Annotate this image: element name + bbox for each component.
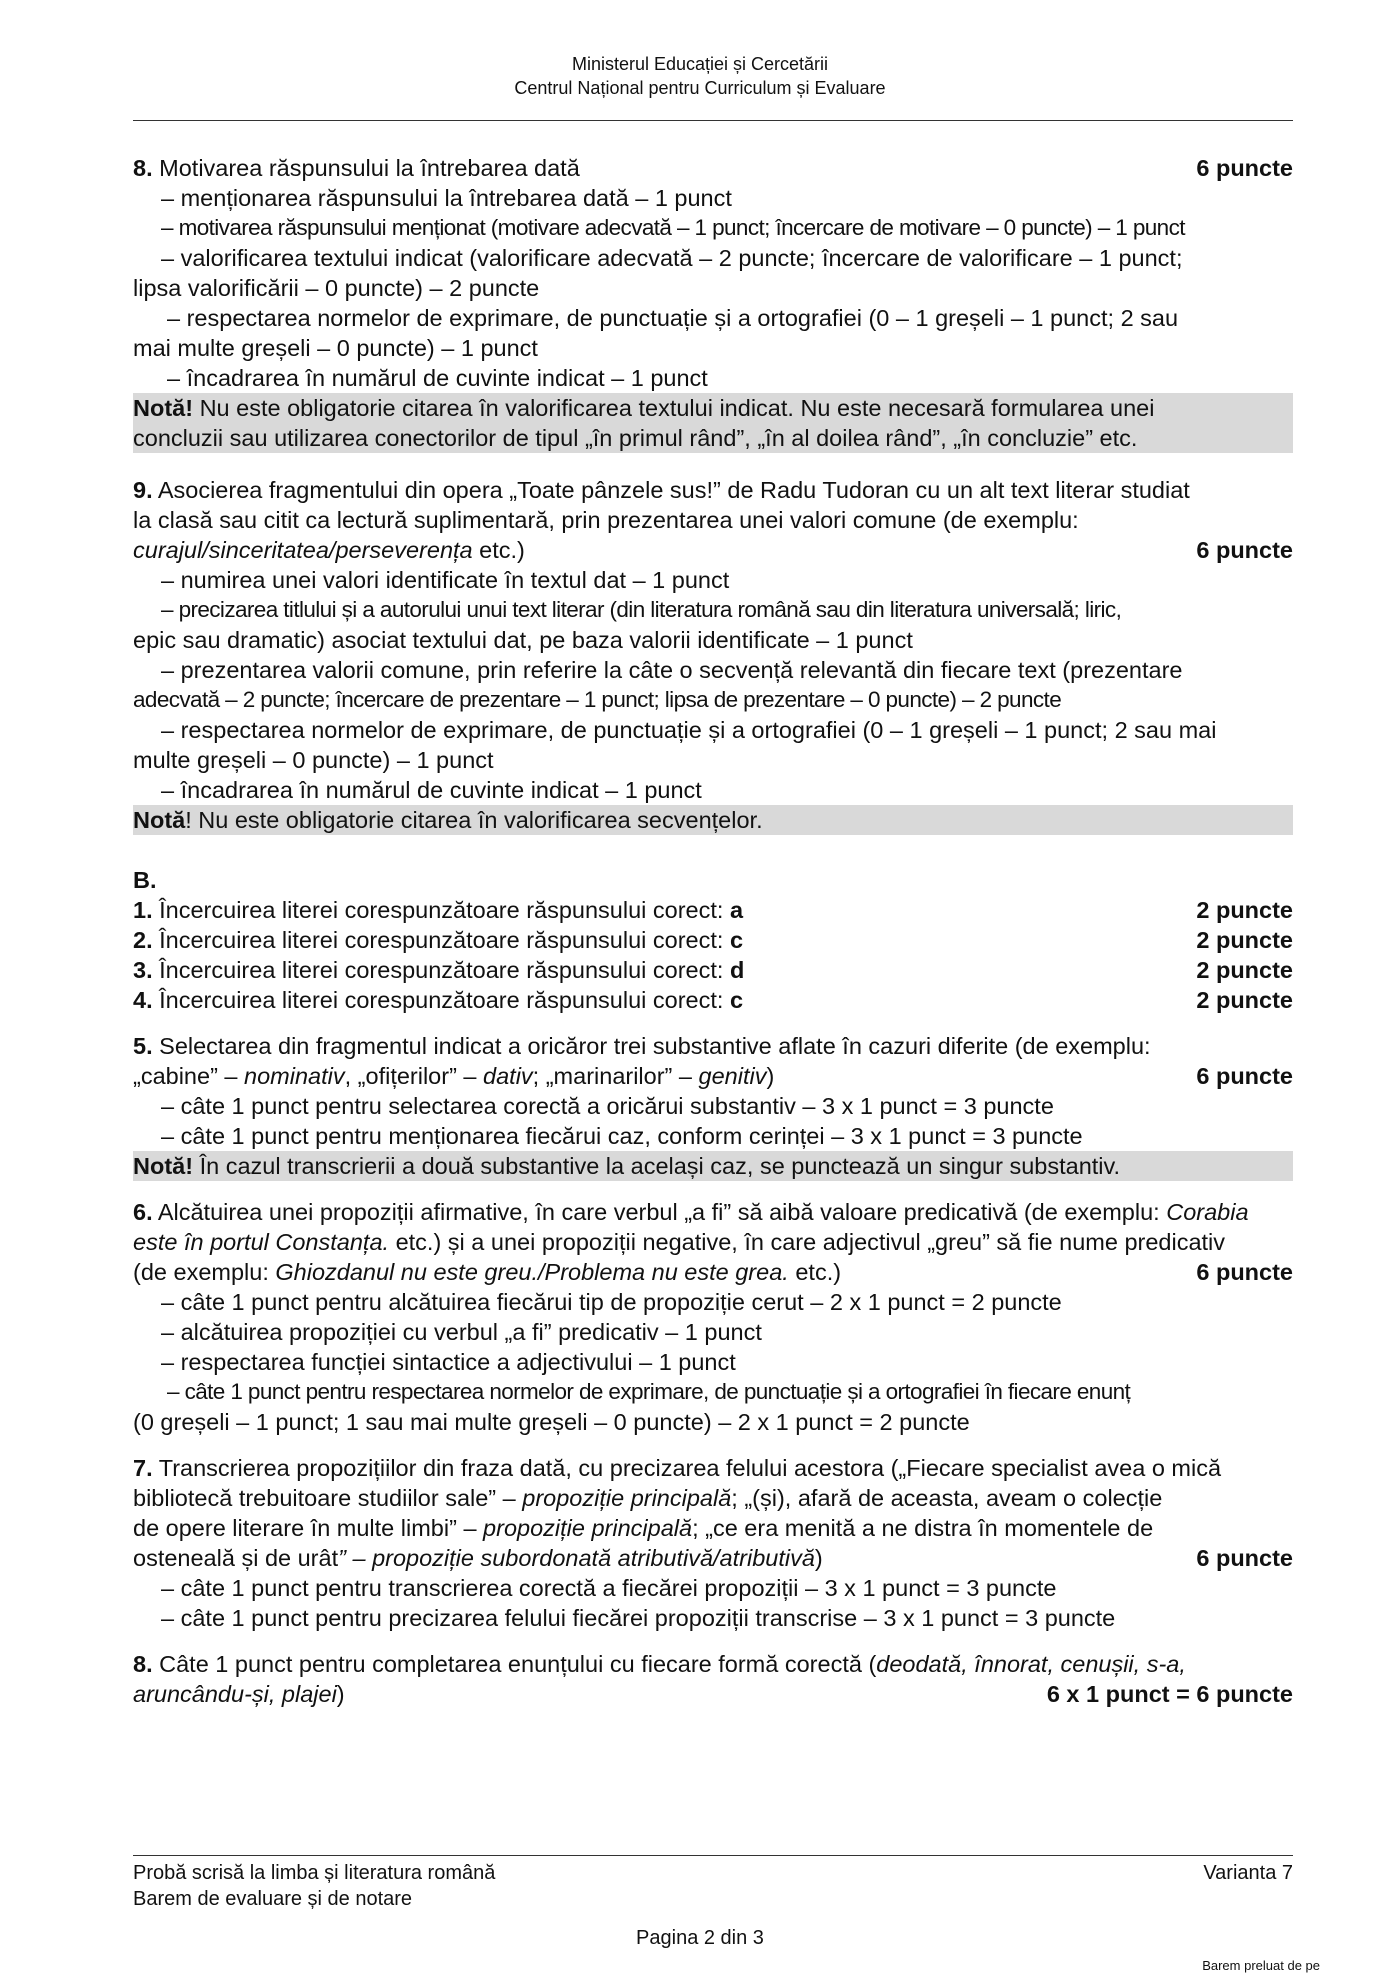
center-name: Centrul Național pentru Curriculum și Evaluare [514,78,886,98]
item-text: etc.) [788,1259,842,1285]
case-name: nominativ [244,1063,345,1089]
correct-forms: aruncându-și, plajei [133,1681,337,1707]
item-points: 2 puncte [1196,957,1293,983]
criterion: – câte 1 punct pentru selectarea corectă a oricărui substantiv – 3 x 1 punct = 3 puncte [161,1093,1054,1119]
item-a8-title [133,153,1293,183]
item-a9 [133,475,1293,835]
item-text: Încercuirea literei corespunzătoare răspunsului corect: [152,957,730,983]
criterion: – menționarea răspunsului la întrebarea dată – 1 punct [161,185,732,211]
criterion: – motivarea răspunsului menționat (motivare adecvată – 1 punct; încercare de motivare – 0 puncte) – 1 punct [161,215,1185,240]
case-name: genitiv [698,1063,767,1089]
item-number: 5. [133,1033,153,1059]
item-text: Câte 1 punct pentru completarea enunțului cu fiecare formă corectă ( [152,1651,877,1677]
criterion: – câte 1 punct pentru menționarea fiecărui caz, conform cerinței – 3 x 1 punct = 3 puncte [161,1123,1083,1149]
item-b6 [133,1197,1293,1437]
footer-divider [133,1855,1293,1856]
criterion: – numirea unei valori identificate în textul dat – 1 punct [161,567,730,593]
criterion-continued: multe greșeli – 0 puncte) – 1 punct [133,747,494,773]
criterion: – câte 1 punct pentru respectarea normelor de exprimare, de punctuație și a ortografiei în fiecare enunț [167,1379,1131,1404]
answer-letter: a [729,897,744,923]
note-label: Notă! [133,1153,194,1179]
clause-type: propoziție principală [483,1515,693,1541]
criterion: – respectarea normelor de exprimare, de punctuație și a ortografiei (0 – 1 greșeli – 1 punct; 2 sau [167,305,1179,331]
item-text: , „ofițerilor” – [344,1063,484,1089]
item-text: ; „(și), afară de aceasta, aveam o colecție [731,1485,1163,1511]
note-label: Notă [133,807,186,833]
item-text: Selectarea din fragmentul indicat a oricăror trei substantive aflate în cazuri diferite (de exemplu: [152,1033,1151,1059]
document-type: Barem de evaluare și de notare [133,1888,413,1910]
item-text: Alcătuirea unei propoziții afirmative, în care verbul „a fi” să aibă valoare predicativă (de exemplu: [152,1199,1167,1225]
criterion-continued: adecvată – 2 puncte; încercare de prezentare – 1 punct; lipsa de prezentare – 0 puncte) – 2 puncte [133,687,1062,712]
item-text: etc.) și a unei propoziții negative, în care adjectivul „greu” să fie nume predicativ [389,1229,1226,1255]
criterion-continued: lipsa valorificării – 0 puncte) – 2 puncte [133,275,540,301]
item-number: 1. [133,897,153,923]
item-b8 [133,1649,1293,1709]
criterion: – câte 1 punct pentru alcătuirea fiecărui tip de propoziție cerut – 2 x 1 punct = 2 puncte [161,1289,1062,1315]
item-number: 2. [133,927,153,953]
example-sentence: este în portul Constanța. [133,1229,390,1255]
note-box [133,1151,1293,1181]
header-divider [133,120,1293,121]
answer-letter: c [729,987,744,1013]
criterion: – respectarea normelor de exprimare, de punctuație și a ortografiei (0 – 1 greșeli – 1 punct; 2 sau mai [161,717,1217,743]
variant-label: Varianta 7 [1203,1862,1293,1884]
note-text: concluzii sau utilizarea conectorilor de tipul „în primul rând”, „în al doilea rând”, „în concluzie” etc. [133,425,1138,451]
item-text: osteneală și de urât [133,1545,339,1571]
example-values: curajul/sinceritatea/perseverența [133,537,473,563]
item-text: ) [766,1063,775,1089]
clause-type: ” – propoziție subordonată atributivă/atributivă [338,1545,815,1571]
criterion: – câte 1 punct pentru precizarea felului fiecărei propoziții transcrise – 3 x 1 punct = 3 puncte [161,1605,1116,1631]
item-points: 6 x 1 punct = 6 puncte [1046,1681,1293,1707]
item-b5 [133,1031,1293,1181]
criterion-continued: (0 greșeli – 1 punct; 1 sau mai multe greșeli – 0 puncte) – 2 x 1 punct = 2 puncte [133,1409,970,1435]
item-points: 2 puncte [1196,927,1293,953]
note-text: Nu este obligatorie citarea în valorificarea textului indicat. Nu este necesară formularea unei [193,395,1155,421]
item-number: 6. [133,1199,153,1225]
criterion: – prezentarea valorii comune, prin referire la câte o secvență relevantă din fiecare text (prezentare [161,657,1183,683]
item-number: 8. [133,1651,153,1677]
criterion: – câte 1 punct pentru transcrierea corectă a fiecărei propoziții – 3 x 1 punct = 3 puncte [161,1575,1057,1601]
item-text: la clasă sau citit ca lectură suplimentară, prin prezentarea unei valori comune (de exemplu: [133,507,1079,533]
item-text: bibliotecă trebuitoare studiilor sale” – [133,1485,523,1511]
criterion-continued: mai multe greșeli – 0 puncte) – 1 punct [133,335,538,361]
item-number: 4. [133,987,153,1013]
item-b7 [133,1453,1293,1633]
answer-letter: d [729,957,745,983]
item-points: 6 puncte [1196,1063,1293,1089]
page-number: Pagina 2 din 3 [636,1927,764,1949]
item-text: etc.) [472,537,525,563]
item-text: ; „marinarilor” – [532,1063,699,1089]
item-points: 6 puncte [1196,1259,1293,1285]
item-number: 9. [133,477,153,503]
item-points: 6 puncte [1196,1545,1293,1571]
note-box [133,393,1293,453]
item-text: de opere literare în multe limbi” – [133,1515,484,1541]
item-text: Încercuirea literei corespunzătoare răspunsului corect: [152,927,730,953]
item-points: 2 puncte [1196,987,1293,1013]
criterion: – încadrarea în numărul de cuvinte indicat – 1 punct [161,777,702,803]
item-text: ) [814,1545,823,1571]
note-label: Notă! [133,395,194,421]
note-label: ! [185,807,192,833]
item-text: ) [336,1681,345,1707]
footer-row-1 [133,1861,1293,1886]
item-text: Transcrierea propozițiilor din fraza dată, cu precizarea felului acestora („Fiecare specialist avea o mică [152,1455,1222,1481]
case-name: dativ [483,1063,533,1089]
criterion-continued: epic sau dramatic) asociat textului dat, pe baza valorii identificate – 1 punct [133,627,913,653]
item-a8 [133,153,1293,453]
footer-row-2 [133,1887,1293,1912]
item-text: Încercuirea literei corespunzătoare răspunsului corect: [152,987,730,1013]
criterion: – alcătuirea propoziției cu verbul „a fi” predicativ – 1 punct [161,1319,762,1345]
item-points: 2 puncte [1196,897,1293,923]
source-note: Barem preluat de pe [1202,1958,1320,1973]
criterion: – încadrarea în numărul de cuvinte indicat – 1 punct [167,365,708,391]
item-title: Motivarea răspunsului la întrebarea dată [159,155,580,181]
section-b [133,865,1293,1015]
note-text: Nu este obligatorie citarea în valorificarea secvențelor. [191,807,763,833]
answer-letter: c [729,927,744,953]
item-text: Asocierea fragmentului din opera „Toate pânzele sus!” de Radu Tudoran cu un alt text literar studiat [152,477,1190,503]
item-text: „cabine” – [133,1063,245,1089]
barem-content [133,153,1293,1709]
item-text: Încercuirea literei corespunzătoare răspunsului corect: [152,897,730,923]
item-points: 6 puncte [1196,537,1293,563]
exam-name: Probă scrisă la limba și literatura română [133,1862,496,1884]
ministry-name: Ministerul Educației și Cercetării [571,54,829,74]
criterion: – valorificarea textului indicat (valorificare adecvată – 2 puncte; încercare de valorificare – 1 punct; [161,245,1183,271]
note-box [133,805,1293,835]
item-text: (de exemplu: [133,1259,276,1285]
note-text: În cazul transcrierii a două substantive la același caz, se punctează un singur substantiv. [193,1153,1121,1179]
criterion: – precizarea titlului și a autorului unui text literar (din literatura română sau din literatura universală; liric, [161,597,1122,622]
section-label: B. [133,867,157,893]
example-sentence: Ghiozdanul nu este greu./Problema nu este grea. [275,1259,789,1285]
clause-type: propoziție principală [522,1485,732,1511]
page-header [0,52,1400,100]
item-number: 3. [133,957,153,983]
item-number: 8. [133,155,153,181]
criterion: – respectarea funcției sintactice a adjectivului – 1 punct [161,1349,736,1375]
example-sentence: Corabia [1166,1199,1249,1225]
item-number: 7. [133,1455,153,1481]
item-points: 6 puncte [1196,155,1293,181]
item-text: ; „ce era menită a ne distra în momentele de [692,1515,1154,1541]
correct-forms: deodată, înnorat, cenușii, s-a, [876,1651,1186,1677]
